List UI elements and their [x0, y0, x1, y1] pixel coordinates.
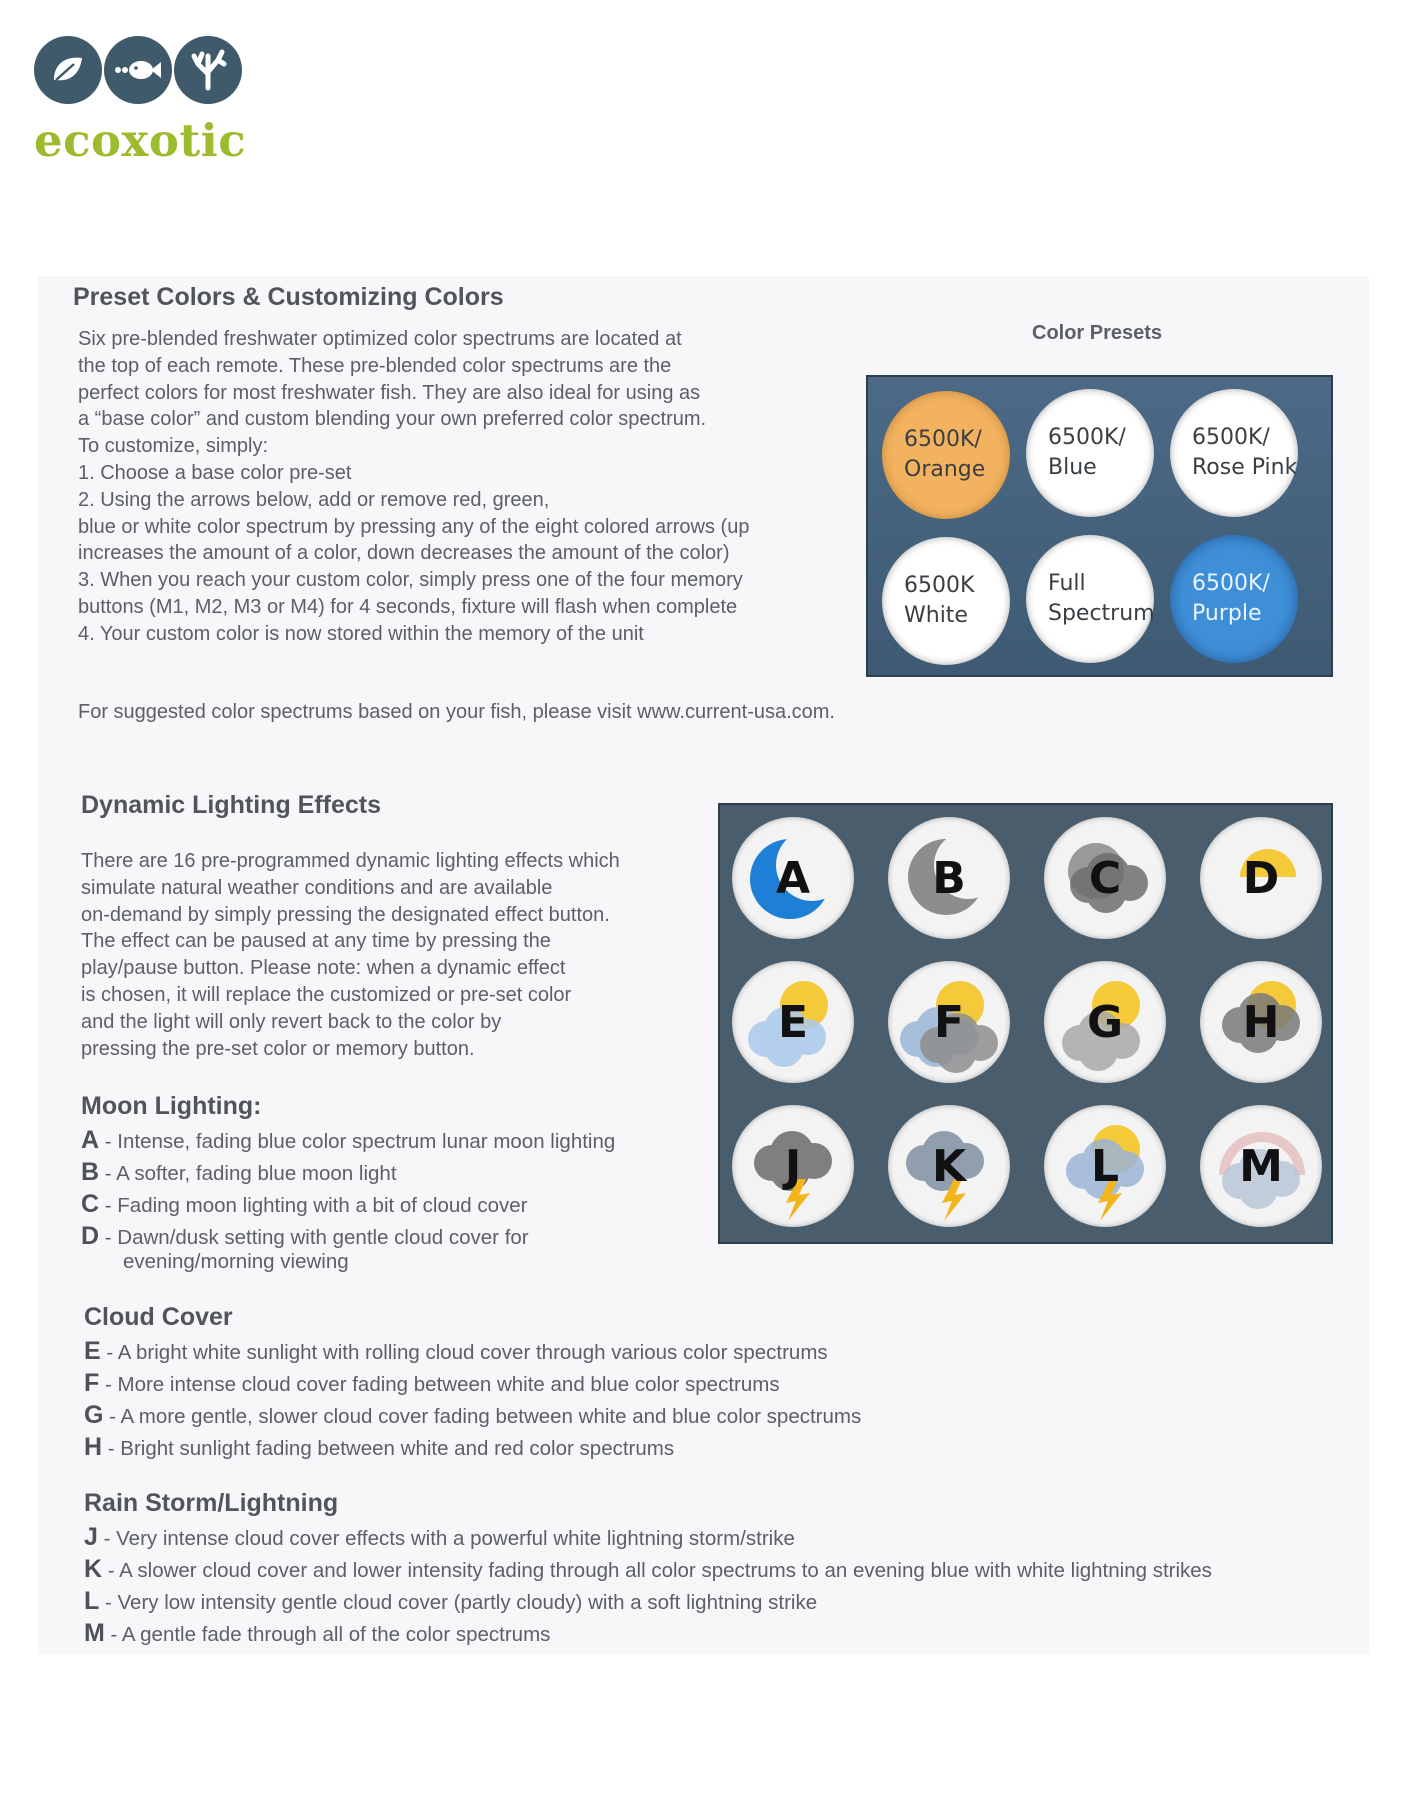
item-letter: B	[81, 1158, 100, 1186]
logo-icons	[34, 36, 244, 104]
moon-list	[81, 1124, 615, 1278]
rain-list	[84, 1521, 1212, 1649]
item-letter: G	[84, 1401, 104, 1429]
instruction-line: perfect colors for most freshwater fish. They are also ideal for using as	[78, 381, 701, 404]
item-text: Dawn/dusk setting with gentle cloud cover for	[117, 1226, 529, 1249]
effect-button-f[interactable]	[888, 961, 1010, 1083]
description-line: pressing the pre-set color or memory button.	[81, 1037, 475, 1060]
item-continuation: evening/morning viewing	[123, 1250, 349, 1273]
item-text: A slower cloud cover and lower intensity fading through all color spectrums to an evening blue with white lightning strikes	[119, 1559, 1212, 1582]
color-presets-panel	[866, 375, 1333, 677]
preset-button[interactable]	[1026, 389, 1154, 517]
item-separator: -	[104, 1623, 122, 1646]
list-item	[81, 1188, 615, 1220]
item-text: A bright white sunlight with rolling cloud cover through various color spectrums	[117, 1341, 828, 1364]
effect-button-h[interactable]	[1200, 961, 1322, 1083]
effect-button-label: J	[784, 1140, 802, 1192]
effect-button-e[interactable]	[732, 961, 854, 1083]
fish-icon	[104, 36, 172, 104]
instruction-line: 4. Your custom color is now stored within the memory of the unit	[78, 622, 644, 645]
effect-button-label: B	[932, 852, 966, 904]
preset-label-line2: Purple	[1192, 601, 1262, 626]
item-letter: D	[81, 1222, 100, 1250]
instruction-line: Six pre-blended freshwater optimized color spectrums are located at	[78, 328, 682, 350]
instruction-line: a “base color” and custom blending your own preferred color spectrum.	[78, 408, 707, 431]
preset-label-line1: 6500K/	[1192, 571, 1270, 596]
item-separator: -	[102, 1437, 121, 1460]
preset-label-line1: Full	[1048, 571, 1086, 596]
description-line: on-demand by simply pressing the designated effect button.	[81, 903, 610, 926]
item-separator: -	[99, 1591, 118, 1614]
instruction-line: 1. Choose a base color pre-set	[78, 461, 352, 484]
item-separator: -	[102, 1559, 120, 1582]
effect-button-label: E	[777, 996, 809, 1048]
instruction-line: blue or white color spectrum by pressing any of the eight colored arrows (up	[78, 515, 750, 538]
effect-button-j[interactable]	[732, 1105, 854, 1227]
preset-label-line1: 6500K/	[1192, 425, 1270, 450]
item-letter: L	[84, 1587, 100, 1615]
item-letter: E	[84, 1337, 101, 1365]
preset-button[interactable]	[1026, 535, 1154, 663]
dynamic-description	[81, 848, 620, 1062]
effect-button-label: K	[931, 1140, 967, 1192]
preset-label-line1: 6500K/	[904, 427, 982, 452]
item-separator: -	[100, 1341, 118, 1364]
item-text: A gentle fade through all of the color spectrums	[121, 1623, 551, 1646]
effect-button-a[interactable]	[732, 817, 854, 939]
item-text: Very intense cloud cover effects with a powerful white lightning storm/strike	[116, 1527, 795, 1550]
item-separator: -	[99, 1162, 117, 1185]
brand-logo	[34, 36, 249, 166]
description-line: play/pause button. Please note: when a dynamic effect	[81, 957, 566, 980]
effect-button-d[interactable]	[1200, 817, 1322, 939]
preset-instructions	[78, 326, 749, 648]
list-item	[84, 1521, 1212, 1553]
instruction-line: To customize, simply:	[78, 435, 269, 458]
list-item	[84, 1431, 861, 1463]
preset-button[interactable]	[882, 537, 1010, 665]
instruction-line: buttons (M1, M2, M3 or M4) for 4 seconds, fixture will flash when complete	[78, 595, 738, 618]
effects-panel	[718, 803, 1333, 1244]
rain-heading: Rain Storm/Lightning	[84, 1489, 339, 1517]
item-letter: H	[84, 1433, 103, 1461]
list-item	[84, 1399, 861, 1431]
effect-button-g[interactable]	[1044, 961, 1166, 1083]
effect-button-label: F	[933, 996, 965, 1048]
description-line: simulate natural weather conditions and are available	[81, 876, 553, 899]
effect-button-label: D	[1242, 852, 1280, 904]
preset-button[interactable]	[882, 391, 1010, 519]
leaf-icon	[34, 36, 102, 104]
brand-wordmark: ecoxotic	[34, 114, 247, 167]
effect-button-l[interactable]	[1044, 1105, 1166, 1227]
cloud-list	[84, 1335, 861, 1463]
cloud-heading: Cloud Cover	[84, 1303, 233, 1331]
item-separator: -	[99, 1194, 118, 1217]
preset-label-line1: 6500K	[904, 573, 975, 598]
preset-label	[1048, 423, 1126, 483]
description-line: The effect can be paused at any time by pressing the	[81, 930, 551, 953]
preset-heading: Preset Colors & Customizing Colors	[73, 283, 504, 311]
item-text: Bright sunlight fading between white and red color spectrums	[120, 1437, 675, 1460]
dynamic-heading: Dynamic Lighting Effects	[81, 791, 382, 819]
moon-heading: Moon Lighting:	[81, 1092, 262, 1120]
preset-label-line2: Spectrum	[1048, 601, 1155, 626]
preset-label	[1192, 569, 1270, 629]
item-text: Very low intensity gentle cloud cover (partly cloudy) with a soft lightning strike	[117, 1591, 818, 1614]
preset-button[interactable]	[1170, 535, 1298, 663]
effect-button-label: G	[1086, 996, 1124, 1048]
item-separator: -	[99, 1226, 118, 1249]
description-line: and the light will only revert back to the color by	[81, 1010, 502, 1033]
effect-button-c[interactable]	[1044, 817, 1166, 939]
color-presets-title: Color Presets	[1032, 322, 1163, 344]
effect-button-label: L	[1090, 1140, 1120, 1192]
item-separator: -	[97, 1527, 117, 1550]
list-item	[84, 1335, 861, 1367]
preset-label	[904, 425, 985, 485]
coral-icon	[174, 36, 242, 104]
item-separator: -	[99, 1130, 118, 1153]
list-item	[84, 1617, 1212, 1649]
item-text: Intense, fading blue color spectrum lunar moon lighting	[117, 1130, 616, 1153]
item-text: More intense cloud cover fading between white and blue color spectrums	[117, 1373, 780, 1396]
effect-button-label: C	[1088, 852, 1122, 904]
preset-button[interactable]	[1170, 389, 1298, 517]
list-item	[84, 1367, 861, 1399]
suggestion-text: For suggested color spectrums based on your fish, please visit www.current-usa.com.	[78, 701, 835, 723]
preset-label	[1048, 569, 1155, 629]
description-line: is chosen, it will replace the customized or pre-set color	[81, 983, 572, 1006]
item-letter: C	[81, 1190, 100, 1218]
item-text: A more gentle, slower cloud cover fading between white and blue color spectrums	[120, 1405, 862, 1428]
effect-button-m[interactable]	[1200, 1105, 1322, 1227]
item-letter: F	[84, 1369, 100, 1397]
item-separator: -	[99, 1373, 118, 1396]
preset-label-line2: White	[904, 603, 968, 628]
item-separator: -	[103, 1405, 121, 1428]
effect-button-label: H	[1242, 996, 1280, 1048]
effect-button-label: M	[1239, 1140, 1283, 1192]
instruction-line: increases the amount of a color, down decreases the amount of the color)	[78, 542, 730, 565]
list-item	[81, 1156, 615, 1188]
preset-label	[1192, 423, 1297, 483]
preset-label-line2: Orange	[904, 457, 986, 482]
instruction-line: the top of each remote. These pre-blended color spectrums are the	[78, 354, 672, 377]
item-letter: K	[84, 1555, 103, 1583]
item-letter: A	[81, 1126, 100, 1154]
preset-label-line2: Blue	[1048, 455, 1097, 480]
list-item	[84, 1553, 1212, 1585]
item-letter: J	[84, 1523, 98, 1551]
instruction-line: 2. Using the arrows below, add or remove red, green,	[78, 488, 550, 511]
effect-button-b[interactable]	[888, 817, 1010, 939]
preset-label	[904, 571, 974, 631]
description-line: There are 16 pre-programmed dynamic lighting effects which	[81, 850, 620, 872]
effect-button-k[interactable]	[888, 1105, 1010, 1227]
preset-label-line2: Rose Pink	[1192, 455, 1298, 480]
item-text: A softer, fading blue moon light	[116, 1162, 397, 1185]
effect-button-label: A	[775, 852, 811, 904]
list-item	[84, 1585, 1212, 1617]
instruction-line: 3. When you reach your custom color, simply press one of the four memory	[78, 569, 743, 592]
list-item	[81, 1124, 615, 1156]
item-text: Fading moon lighting with a bit of cloud cover	[117, 1194, 528, 1217]
item-letter: M	[84, 1619, 105, 1647]
preset-label-line1: 6500K/	[1048, 425, 1126, 450]
